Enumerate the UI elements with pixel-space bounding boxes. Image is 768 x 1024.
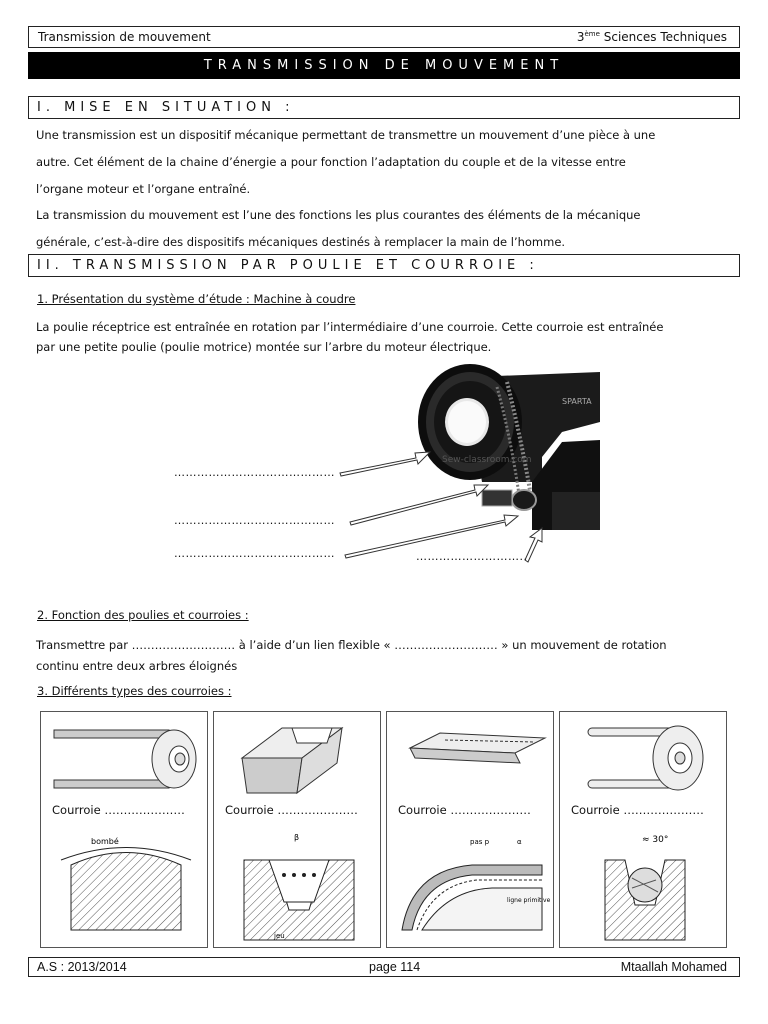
v-belt-icon — [222, 718, 374, 798]
section-1-title: I. MISE EN SITUATION : — [28, 96, 740, 119]
machine-brand: SPARTA — [562, 397, 592, 406]
belt-label-2: Courroie ………………… — [225, 803, 358, 817]
section-1-text: Une transmission est un dispositif mécanique permettant de transmettre un mouvement d’une pièce à une autre. Cet élément de la chaine d’énergie a pour fonction l’adaptation du couple et de la vitesse entre l’organe moteur et l’organe entraîné. La transmission du mouvement est l’une des fonctions les plus courantes des éléments de la mécanique générale, c’est-à-dire des dispositifs mécaniques destinés à remplacer la main de l’homme. — [36, 128, 656, 250]
subsection-1-text: La poulie réceptrice est entraînée en rotation par l’intermédiaire d’une courroie. Cette courroie est entraînée par une petite poulie (poulie motrice) montée sur l’arbre du moteur électrique. — [36, 320, 664, 354]
belt-type-toothed — [386, 711, 554, 948]
blank-label-1: …………………………………… — [174, 466, 335, 479]
toothed-belt-icon — [395, 718, 547, 798]
belt-type-trapezoidal — [213, 711, 381, 948]
blank-label-4: ……………………….. — [416, 550, 528, 563]
footer-left: A.S : 2013/2014 — [37, 960, 127, 974]
header-left: Transmission de mouvement — [38, 30, 211, 44]
subsection-2-title: 2. Fonction des poulies et courroies : — [37, 608, 249, 622]
v-belt-section-icon — [224, 830, 374, 945]
belt-type-round — [559, 711, 727, 948]
round-belt-section-icon — [570, 830, 720, 945]
annotation-ligne-primitive: ligne primitive — [507, 897, 551, 904]
footer-page-number: page 114 — [369, 960, 421, 974]
belt-type-flat — [40, 711, 208, 948]
pointer-arrows — [330, 440, 550, 565]
blank-label-3: …………………………………… — [174, 547, 335, 560]
belt-label-4: Courroie ………………… — [571, 803, 704, 817]
annotation-jeu: jeu — [274, 932, 285, 940]
belt-label-3: Courroie ………………… — [398, 803, 531, 817]
annotation-pas: pas p — [470, 838, 490, 846]
round-belt-icon — [568, 718, 720, 798]
header-right: 3ème Sciences Techniques — [576, 30, 727, 44]
image-watermark: Sew-classroom.com — [442, 455, 532, 465]
flat-belt-icon — [49, 718, 201, 798]
page-header — [28, 26, 740, 48]
annotation-beta: β — [294, 833, 300, 842]
section-2-title: II. TRANSMISSION PAR POULIE ET COURROIE : — [28, 254, 740, 277]
belt-label-1: Courroie ………………… — [52, 803, 185, 817]
annotation-30deg: ≈ 30° — [642, 835, 669, 845]
subsection-1-title: 1. Présentation du système d’étude : Machine à coudre — [37, 292, 356, 306]
footer-author: Mtaallah Mohamed — [620, 960, 727, 974]
blank-label-2: …………………………………… — [174, 514, 335, 527]
page-footer — [28, 957, 740, 977]
subsection-2-text: Transmettre par ……………………… à l’aide d’un lien flexible « ……………………… » un mouvement de rotation continu entre deux arbres éloignés — [36, 638, 667, 673]
annotation-alpha: α — [517, 838, 522, 846]
flat-belt-section-icon — [51, 830, 201, 945]
page-title: TRANSMISSION DE MOUVEMENT — [28, 52, 740, 79]
subsection-3-title: 3. Différents types des courroies : — [37, 684, 232, 698]
toothed-belt-section-icon — [392, 830, 552, 945]
annotation-bombe: bombé — [91, 837, 119, 846]
